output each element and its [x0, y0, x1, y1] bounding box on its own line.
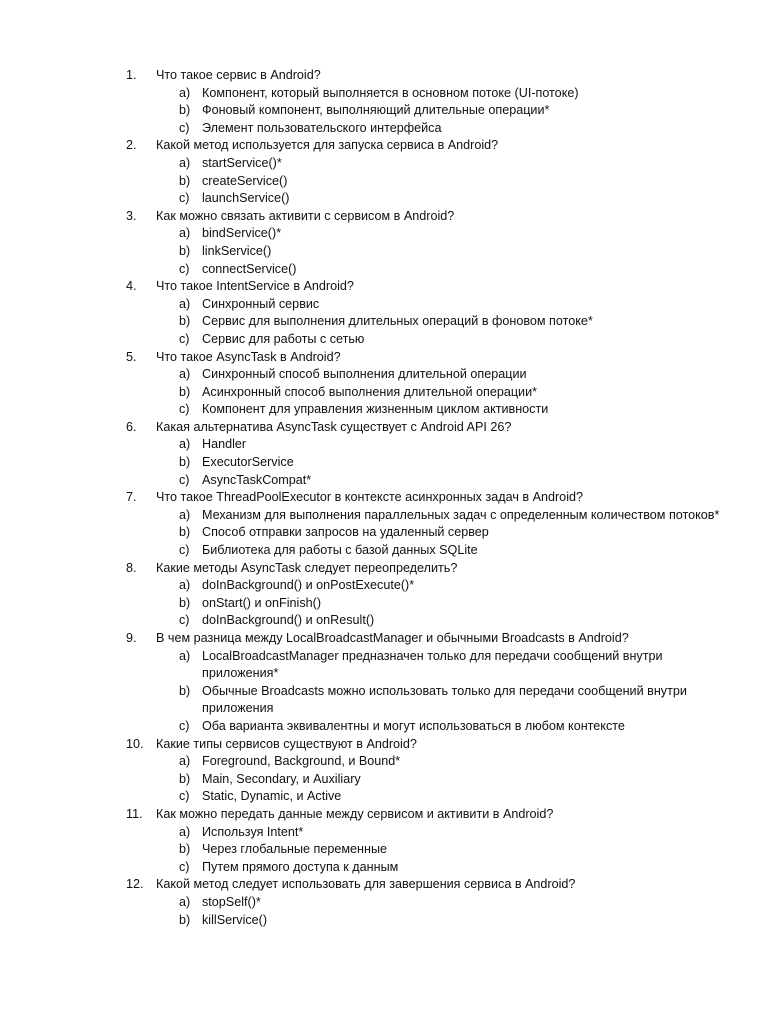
- question-item: [0, 67, 768, 137]
- question-item: [0, 208, 768, 278]
- answer-option: [0, 824, 768, 842]
- answer-option: [0, 894, 768, 912]
- answer-option-label: b): [179, 314, 191, 329]
- answer-option-label: a): [179, 507, 191, 522]
- question-item: [0, 137, 768, 207]
- answer-option: [0, 507, 768, 525]
- answer-option: [0, 577, 768, 595]
- question-item: [0, 630, 768, 736]
- answer-option-text: Сервис для работы с сетью: [202, 331, 365, 346]
- answer-option: [0, 120, 768, 138]
- question-text: Что такое AsyncTask в Android?: [156, 349, 341, 364]
- answer-option: [0, 313, 768, 331]
- answer-option-label: b): [179, 525, 191, 540]
- answer-option-text: Путем прямого доступа к данным: [202, 859, 399, 874]
- answer-option-text: doInBackground() и onPostExecute()*: [202, 578, 415, 593]
- answer-option: [0, 841, 768, 859]
- answer-option-label: a): [179, 155, 191, 170]
- answer-option-text: Компонент, который выполняется в основном потоке (UI-потоке): [202, 85, 579, 100]
- answer-option: [0, 612, 768, 630]
- question-text: Как можно передать данные между сервисом и активити в Android?: [156, 806, 554, 821]
- question-line: [0, 806, 768, 824]
- answer-option: [0, 173, 768, 191]
- question-line: [0, 489, 768, 507]
- question-number: 5.: [126, 349, 137, 364]
- question-line: [0, 630, 768, 648]
- answer-option-label: c): [179, 789, 190, 804]
- question-text: Какие типы сервисов существуют в Android?: [156, 736, 417, 751]
- answer-option: [0, 912, 768, 930]
- answer-option-label: c): [179, 261, 190, 276]
- question-number: 10.: [126, 736, 144, 751]
- answer-option: [0, 788, 768, 806]
- answer-option: [0, 472, 768, 490]
- answer-option-label: c): [179, 613, 190, 628]
- answer-option: [0, 683, 768, 718]
- answer-option-label: c): [179, 859, 190, 874]
- answer-option: [0, 436, 768, 454]
- question-line: [0, 876, 768, 894]
- answer-option-text: stopSelf()*: [202, 894, 261, 909]
- question-text: Что такое IntentService в Android?: [156, 279, 354, 294]
- answer-option-label: a): [179, 648, 191, 663]
- answer-option-text: Через глобальные переменные: [202, 842, 388, 857]
- question-line: [0, 208, 768, 226]
- answer-option-text: Handler: [202, 437, 247, 452]
- answer-option: [0, 85, 768, 103]
- answer-option: [0, 384, 768, 402]
- answer-option: [0, 595, 768, 613]
- answer-option-label: a): [179, 367, 191, 382]
- answer-option-label: a): [179, 296, 191, 311]
- answer-option-text: startService()*: [202, 155, 282, 170]
- answer-option-label: c): [179, 120, 190, 135]
- answer-option-label: c): [179, 191, 190, 206]
- question-number: 6.: [126, 419, 137, 434]
- answer-option-text: Синхронный сервис: [202, 296, 320, 311]
- question-text: Какой метод следует использовать для завершения сервиса в Android?: [156, 877, 576, 892]
- answer-option-text: LocalBroadcastManager предназначен только для передачи сообщений внутри приложения*: [202, 648, 663, 681]
- question-line: [0, 419, 768, 437]
- answer-option-label: b): [179, 683, 191, 698]
- answer-option: [0, 261, 768, 279]
- answer-option: [0, 296, 768, 314]
- question-text: Какие методы AsyncTask следует переопределить?: [156, 560, 458, 575]
- answer-option-label: a): [179, 85, 191, 100]
- answer-option-text: Обычные Broadcasts можно использовать только для передачи сообщений внутри приложения: [202, 683, 687, 716]
- question-text: Какой метод используется для запуска сервиса в Android?: [156, 138, 499, 153]
- question-line: [0, 137, 768, 155]
- answer-option: [0, 753, 768, 771]
- question-text: Что такое сервис в Android?: [156, 68, 321, 82]
- answer-option-label: c): [179, 402, 190, 417]
- answer-option-label: b): [179, 771, 191, 786]
- answer-option-label: c): [179, 331, 190, 346]
- answer-option-text: Оба варианта эквивалентны и могут использоваться в любом контексте: [202, 718, 625, 733]
- answer-option-text: onStart() и onFinish(): [202, 595, 322, 610]
- question-text: Как можно связать активити с сервисом в Android?: [156, 208, 455, 223]
- question-list: [0, 67, 768, 929]
- question-line: [0, 67, 768, 85]
- answer-option-label: a): [179, 824, 191, 839]
- question-item: [0, 806, 768, 876]
- question-number: 12.: [126, 877, 144, 892]
- answer-option-text: Сервис для выполнения длительных операций в фоновом потоке*: [202, 314, 593, 329]
- answer-option: [0, 718, 768, 736]
- answer-option-text: doInBackground() и onResult(): [202, 613, 375, 628]
- answer-option-text: Компонент для управления жизненным циклом активности: [202, 402, 549, 417]
- answer-option-text: Элемент пользовательского интерфейса: [202, 120, 442, 135]
- answer-option: [0, 771, 768, 789]
- answer-option-label: a): [179, 894, 191, 909]
- question-item: [0, 560, 768, 630]
- answer-option-text: Используя Intent*: [202, 824, 304, 839]
- answer-option: [0, 366, 768, 384]
- question-item: [0, 736, 768, 806]
- question-number: 8.: [126, 560, 137, 575]
- question-number: 4.: [126, 279, 137, 294]
- question-text: Какая альтернатива AsyncTask существует с Android API 26?: [156, 419, 512, 434]
- answer-option-text: Синхронный способ выполнения длительной операции: [202, 367, 527, 382]
- question-line: [0, 560, 768, 578]
- answer-option-label: b): [179, 103, 191, 118]
- question-item: [0, 278, 768, 348]
- answer-option: [0, 225, 768, 243]
- answer-option-label: c): [179, 543, 190, 558]
- question-number: 7.: [126, 490, 137, 505]
- answer-option-label: b): [179, 173, 191, 188]
- question-number: 11.: [126, 806, 143, 821]
- answer-option: [0, 542, 768, 560]
- answer-option-label: c): [179, 472, 190, 487]
- question-number: 3.: [126, 208, 137, 223]
- question-number: 2.: [126, 138, 137, 153]
- answer-option-label: b): [179, 595, 191, 610]
- answer-option: [0, 190, 768, 208]
- answer-option-label: c): [179, 718, 190, 733]
- answer-option-text: ExecutorService: [202, 455, 294, 470]
- answer-option: [0, 454, 768, 472]
- question-line: [0, 278, 768, 296]
- answer-option-text: Способ отправки запросов на удаленный сервер: [202, 525, 489, 540]
- answer-option: [0, 524, 768, 542]
- answer-option-label: a): [179, 578, 191, 593]
- answer-option-label: a): [179, 754, 191, 769]
- answer-option: [0, 331, 768, 349]
- answer-option-text: AsyncTaskCompat*: [202, 472, 312, 487]
- answer-option: [0, 401, 768, 419]
- answer-option: [0, 102, 768, 120]
- question-number: 9.: [126, 631, 137, 645]
- answer-option-text: linkService(): [202, 243, 272, 258]
- answer-option-text: Асинхронный способ выполнения длительной операции*: [202, 384, 538, 399]
- question-text: Что такое ThreadPoolExecutor в контексте асинхронных задач в Android?: [156, 490, 583, 505]
- answer-option-text: launchService(): [202, 191, 290, 206]
- question-item: [0, 876, 768, 929]
- question-line: [0, 736, 768, 754]
- answer-option-text: createService(): [202, 173, 288, 188]
- answer-option: [0, 648, 768, 683]
- answer-option: [0, 155, 768, 173]
- answer-option-text: Foreground, Background, и Bound*: [202, 754, 401, 769]
- answer-option-text: Библиотека для работы с базой данных SQLite: [202, 543, 478, 558]
- answer-option-label: b): [179, 243, 191, 258]
- answer-option: [0, 243, 768, 261]
- answer-option-label: b): [179, 842, 191, 857]
- answer-option-text: bindService()*: [202, 226, 282, 241]
- answer-option-text: Static, Dynamic, и Active: [202, 789, 342, 804]
- question-item: [0, 419, 768, 489]
- question-number: 1.: [126, 68, 137, 82]
- answer-option-label: b): [179, 455, 191, 470]
- answer-option-text: Фоновый компонент, выполняющий длительные операции*: [202, 103, 550, 118]
- answer-option-label: a): [179, 437, 191, 452]
- answer-option-label: a): [179, 226, 191, 241]
- answer-option-label: b): [179, 384, 191, 399]
- question-item: [0, 349, 768, 419]
- question-item: [0, 489, 768, 559]
- answer-option: [0, 859, 768, 877]
- answer-option-text: connectService(): [202, 261, 297, 276]
- answer-option-label: b): [179, 912, 191, 927]
- answer-option-text: killService(): [202, 912, 268, 927]
- question-line: [0, 349, 768, 367]
- question-text: В чем разница между LocalBroadcastManager и обычными Broadcasts в Android?: [156, 631, 629, 645]
- answer-option-text: Механизм для выполнения параллельных задач с определенным количеством потоков*: [202, 507, 720, 522]
- answer-option-text: Main, Secondary, и Auxiliary: [202, 771, 361, 786]
